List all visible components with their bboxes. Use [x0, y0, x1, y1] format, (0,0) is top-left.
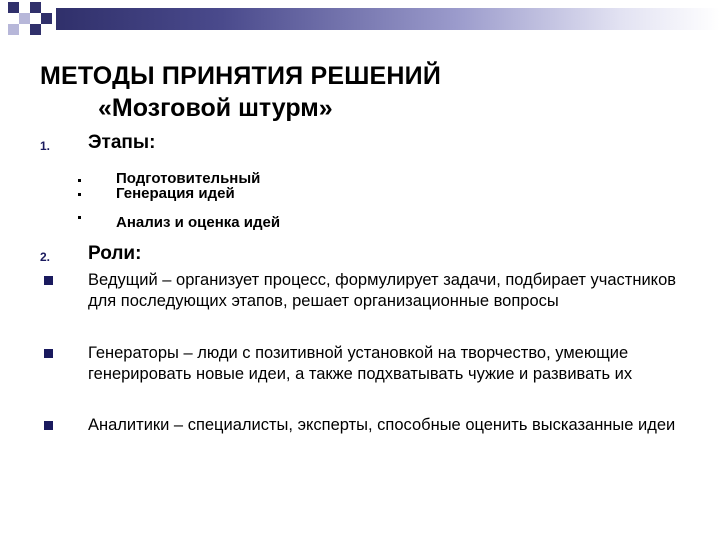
bullet-dot-icon [78, 193, 81, 196]
stage-item: Генерация идей [116, 185, 235, 202]
header-square-icon [41, 13, 52, 24]
slide-title: МЕТОДЫ ПРИНЯТИЯ РЕШЕНИЙ [40, 62, 442, 90]
square-bullet-icon [44, 276, 53, 285]
bullet-dot-icon [78, 179, 81, 182]
role-item: Ведущий – организует процесс, формулирует задачи, подбирает участников для последующих этапов, решает организационные вопросы [88, 271, 677, 310]
header-square-icon [8, 24, 19, 35]
square-bullet-icon [44, 349, 53, 358]
header-gradient-bar [56, 8, 720, 30]
header-square-icon [30, 24, 41, 35]
header-square-icon [19, 13, 30, 24]
bullet-dot-icon [78, 216, 81, 219]
decorative-header [0, 0, 720, 40]
stage-item: Анализ и оценка идей [116, 214, 281, 231]
section-number: 2. [40, 250, 51, 264]
section-heading-stages: Этапы: [88, 132, 156, 153]
square-bullet-icon [44, 421, 53, 430]
section-number: 1. [40, 139, 51, 153]
slide-subtitle: «Мозговой штурм» [98, 94, 333, 122]
role-item: Генераторы – люди с позитивной установкой на творчество, умеющие генерировать новые идеи, а также подхватывать чужие и развивать их [88, 344, 633, 383]
role-item: Аналитики – специалисты, эксперты, способные оценить высказанные идеи [88, 416, 676, 434]
stage-item: Подготовительный [116, 170, 261, 187]
header-square-icon [30, 2, 41, 13]
header-square-icon [8, 2, 19, 13]
section-heading-roles: Роли: [88, 243, 142, 264]
